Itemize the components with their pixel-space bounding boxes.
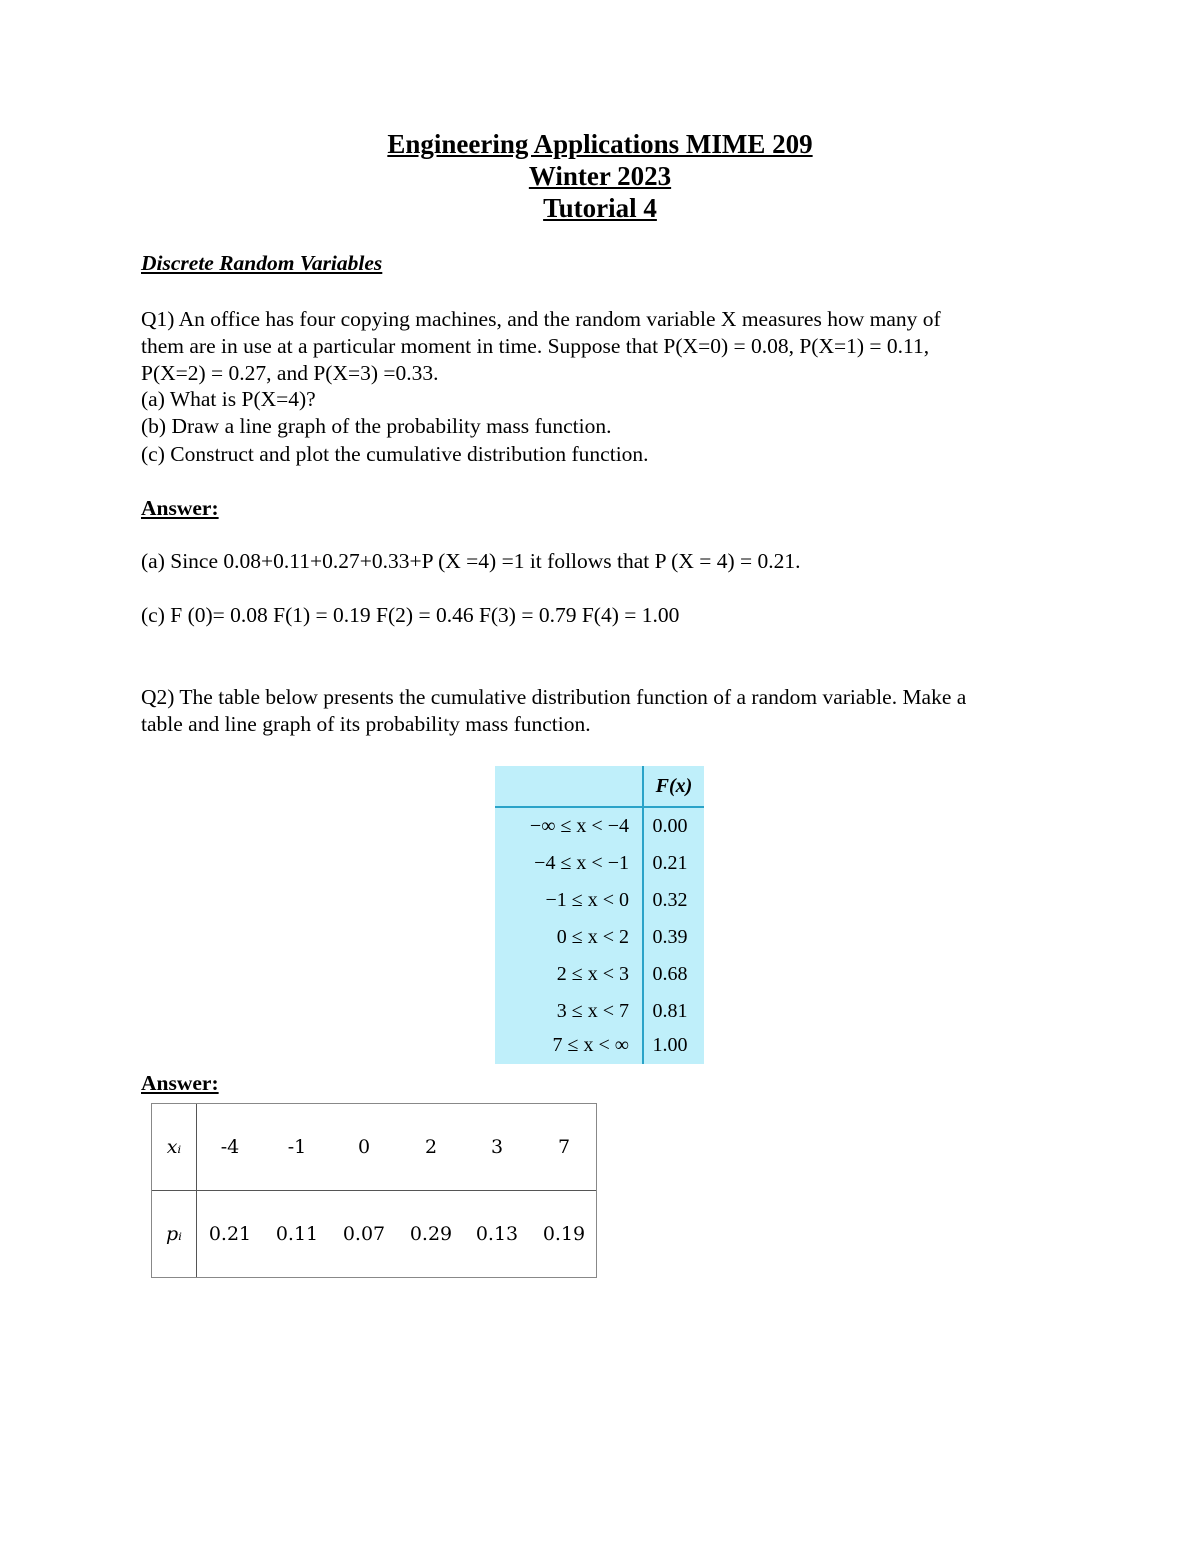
q1-line-3: P(X=2) = 0.27, and P(X=3) =0.33.	[141, 361, 439, 385]
cdf-row	[495, 919, 704, 956]
q1-answer-a: (a) Since 0.08+0.11+0.27+0.33+P (X =4) =1 it follows that P (X = 4) = 0.21.	[141, 549, 801, 573]
cdf-value: 0.32	[652, 889, 688, 911]
q2-line-1: Q2) The table below presents the cumulative distribution function of a random variable. Make a	[141, 685, 967, 709]
cdf-value: 0.39	[652, 926, 688, 948]
q1-line-2: them are in use at a particular moment in time. Suppose that P(X=0) = 0.08, P(X=1) = 0.11,	[141, 334, 930, 358]
cdf-row	[495, 993, 704, 1030]
pmf-x-value: -1	[287, 1136, 307, 1158]
cdf-value: 0.00	[652, 815, 688, 837]
pmf-row-rule	[152, 1190, 596, 1191]
cdf-range: −1 ≤ x < 0	[545, 889, 629, 911]
pmf-p-value: 0.29	[409, 1223, 453, 1245]
cdf-range: 3 ≤ x < 7	[556, 1000, 629, 1022]
pmf-table	[151, 1103, 597, 1278]
pmf-x-value: 7	[557, 1136, 571, 1158]
cdf-header: F(x)	[655, 775, 693, 797]
cdf-value: 1.00	[652, 1034, 688, 1056]
cdf-row	[495, 882, 704, 919]
pmf-p-value: 0.19	[542, 1223, 586, 1245]
cdf-value: 0.68	[652, 963, 688, 985]
cdf-range: 2 ≤ x < 3	[556, 963, 629, 985]
pmf-p-value: 0.21	[208, 1223, 252, 1245]
q2-line-2: table and line graph of its probability mass function.	[141, 712, 591, 736]
course-title: Engineering Applications MIME 209	[387, 129, 813, 159]
cdf-value: 0.81	[652, 1000, 688, 1022]
q1-answer-label: Answer:	[141, 496, 219, 520]
cdf-row	[495, 1027, 704, 1064]
pmf-p-value: 0.07	[342, 1223, 386, 1245]
q1-line-6: (c) Construct and plot the cumulative distribution function.	[141, 442, 649, 466]
q1-answer-c: (c) F (0)= 0.08 F(1) = 0.19 F(2) = 0.46 F(3) = 0.79 F(4) = 1.00	[141, 603, 680, 627]
q2-answer-label: Answer:	[141, 1071, 219, 1095]
cdf-row	[495, 845, 704, 882]
pmf-p-value: 0.13	[475, 1223, 519, 1245]
cdf-row	[495, 808, 704, 845]
cdf-range: −∞ ≤ x < −4	[529, 815, 629, 837]
pmf-x-label: xᵢ	[166, 1136, 182, 1158]
pmf-x-value: 3	[490, 1136, 504, 1158]
cdf-range: 7 ≤ x < ∞	[552, 1034, 629, 1056]
tutorial-title: Tutorial 4	[543, 193, 657, 223]
section-heading: Discrete Random Variables	[141, 251, 383, 275]
term-title: Winter 2023	[528, 161, 672, 191]
pmf-p-value: 0.11	[275, 1223, 319, 1245]
cdf-row	[495, 956, 704, 993]
q1-line-1: Q1) An office has four copying machines, and the random variable X measures how many of	[141, 307, 941, 331]
pmf-x-value: -4	[220, 1136, 240, 1158]
q1-line-5: (b) Draw a line graph of the probability mass function.	[141, 414, 612, 438]
pmf-p-label: pᵢ	[166, 1223, 182, 1245]
q1-line-4: (a) What is P(X=4)?	[141, 387, 316, 411]
pmf-x-value: 0	[357, 1136, 371, 1158]
pmf-x-value: 2	[424, 1136, 438, 1158]
cdf-value: 0.21	[652, 852, 688, 874]
cdf-range: 0 ≤ x < 2	[556, 926, 629, 948]
cdf-range: −4 ≤ x < −1	[534, 852, 629, 874]
cdf-table	[495, 766, 704, 1064]
